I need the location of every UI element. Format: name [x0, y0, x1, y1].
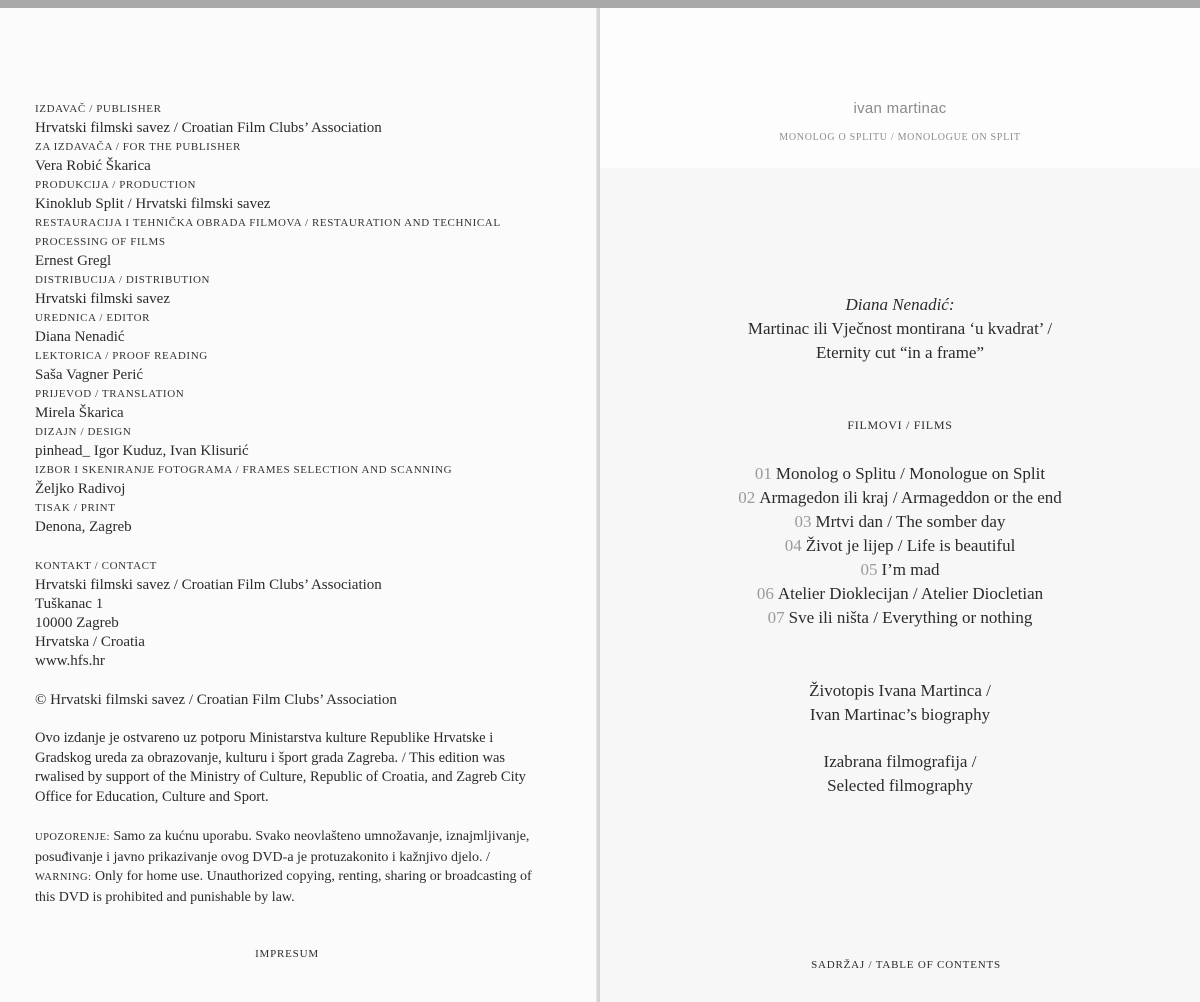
- credits-list: [35, 100, 555, 537]
- credit-value: Diana Nenadić: [35, 329, 125, 345]
- credit-label: ZA IZDAVAČA / FOR THE PUBLISHER: [35, 141, 241, 153]
- credit-entry: [35, 138, 555, 176]
- book-subtitle: MONOLOG O SPLITU / MONOLOGUE ON SPLIT: [779, 132, 1021, 143]
- credit-label: IZBOR I SKENIRANJE FOTOGRAMA / FRAMES SELECTION AND SCANNING: [35, 464, 453, 476]
- credit-value: pinhead_ Igor Kuduz, Ivan Klisurić: [35, 443, 249, 459]
- credit-entry: [35, 347, 555, 385]
- list-item: [600, 510, 1200, 534]
- warning-label-en: WARNING:: [35, 872, 92, 883]
- essay-title-line: Martinac ili Vječnost montirana ‘u kvadrat’ /: [747, 319, 1053, 338]
- credit-entry: [35, 385, 555, 423]
- contact-line: 10000 Zagreb: [35, 615, 119, 631]
- list-item: [600, 486, 1200, 510]
- credit-label: PRIJEVOD / TRANSLATION: [35, 388, 185, 400]
- credit-label: TISAK / PRINT: [35, 502, 116, 514]
- films-heading: FILMOVI / FILMS: [847, 418, 953, 432]
- film-title: Armagedon ili kraj / Armageddon or the end: [759, 488, 1062, 507]
- essay-title-line: Eternity cut “in a frame”: [815, 343, 985, 362]
- copyright-notice: © Hrvatski filmski savez / Croatian Film Clubs’ Association: [35, 692, 397, 708]
- contact-line: Hrvatska / Croatia: [35, 634, 145, 650]
- credit-entry: [35, 461, 555, 499]
- essay-author: Diana Nenadić:: [845, 295, 955, 314]
- film-title: Život je lijep / Life is beautiful: [805, 536, 1016, 555]
- list-item: [600, 534, 1200, 558]
- credit-label: IZDAVAČ / PUBLISHER: [35, 103, 162, 115]
- contact-line: Tuškanac 1: [35, 596, 104, 612]
- credit-label: PRODUKCIJA / PRODUCTION: [35, 179, 197, 191]
- film-title: Sve ili ništa / Everything or nothing: [788, 608, 1033, 627]
- credit-value: Željko Radivoj: [35, 481, 126, 497]
- credit-entry: [35, 271, 555, 309]
- credit-label: DISTRIBUCIJA / DISTRIBUTION: [35, 274, 211, 286]
- filmography-line: Selected filmography: [827, 776, 973, 795]
- credit-value: Ernest Gregl: [35, 253, 112, 269]
- credit-value: Kinoklub Split / Hrvatski filmski savez: [35, 196, 271, 212]
- film-number: 02: [738, 488, 756, 507]
- contact-website: www.hfs.hr: [35, 653, 105, 669]
- credit-label: RESTAURACIJA I TEHNIČKA OBRADA FILMOVA / RESTAURATION AND TECHNICAL PROCESSING OF FILMS: [35, 217, 501, 248]
- contents-page: [600, 8, 1200, 1002]
- header-band: [600, 8, 1200, 168]
- credit-value: Hrvatski filmski savez / Croatian Film Clubs’ Association: [35, 120, 382, 136]
- credit-entry: [35, 176, 555, 214]
- credit-entry: [35, 499, 555, 537]
- credit-value: Vera Robić Škarica: [35, 158, 151, 174]
- essay-entry: [600, 293, 1200, 365]
- impressum-page: [0, 8, 597, 1002]
- filmography-entry: [600, 750, 1200, 798]
- list-item: [600, 462, 1200, 486]
- biography-line: Životopis Ivana Martinca /: [809, 681, 991, 700]
- film-title: Mrtvi dan / The somber day: [815, 512, 1006, 531]
- filmography-line: Izabrana filmografija /: [823, 752, 977, 771]
- credit-entry: [35, 214, 555, 271]
- list-item: [600, 606, 1200, 630]
- warning-notice: [35, 827, 540, 907]
- book-title: ivan martinac: [853, 100, 947, 117]
- credit-label: UREDNICA / EDITOR: [35, 312, 151, 324]
- film-number: 05: [860, 560, 878, 579]
- list-item: [600, 582, 1200, 606]
- contact-label: KONTAKT / CONTACT: [35, 560, 157, 572]
- list-item: [600, 558, 1200, 582]
- warning-text-en: Only for home use. Unauthorized copying, renting, sharing or broadcasting of this DVD is prohibited and punishable by law.: [35, 869, 532, 905]
- page-footer-impressum: IMPRESUM: [255, 948, 319, 960]
- credit-value: Denona, Zagreb: [35, 519, 132, 535]
- contact-block: [35, 557, 555, 671]
- film-number: 03: [794, 512, 812, 531]
- film-number: 01: [754, 464, 772, 483]
- credit-entry: [35, 100, 555, 138]
- film-number: 07: [767, 608, 785, 627]
- credit-entry: [35, 309, 555, 347]
- biography-entry: [600, 679, 1200, 727]
- contact-line: Hrvatski filmski savez / Croatian Film Clubs’ Association: [35, 577, 382, 593]
- credit-value: Saša Vagner Perić: [35, 367, 144, 383]
- biography-line: Ivan Martinac’s biography: [809, 705, 991, 724]
- support-statement: Ovo izdanje je ostvareno uz potporu Ministarstva kulture Republike Hrvatske i Gradskog ureda za obrazovanje, kulturu i šport grada Zagreba. / This edition was rwalised by support of the Ministry of Culture, Republic of Croatia, and Zagreb City Office for Education, Culture and Sport.: [35, 730, 526, 805]
- film-list: [600, 462, 1200, 630]
- film-title: Atelier Dioklecijan / Atelier Diocletian: [777, 584, 1044, 603]
- credit-value: Hrvatski filmski savez: [35, 291, 170, 307]
- warning-label-hr: UPOZORENJE:: [35, 832, 110, 843]
- film-number: 06: [756, 584, 774, 603]
- page-footer-contents: SADRŽAJ / TABLE OF CONTENTS: [811, 959, 1001, 971]
- film-number: 04: [784, 536, 802, 555]
- credit-entry: [35, 423, 555, 461]
- credit-label: LEKTORICA / PROOF READING: [35, 350, 208, 362]
- film-title: I’m mad: [881, 560, 940, 579]
- film-title: Monolog o Splitu / Monologue on Split: [775, 464, 1046, 483]
- warning-text-hr: Samo za kućnu uporabu. Svako neovlašteno umnožavanje, iznajmljivanje, posuđivanje i javno prikazivanje ovog DVD-a je protuzakonito i kažnjivo djelo. /: [35, 829, 530, 865]
- credit-label: DIZAJN / DESIGN: [35, 426, 132, 438]
- credit-value: Mirela Škarica: [35, 405, 124, 421]
